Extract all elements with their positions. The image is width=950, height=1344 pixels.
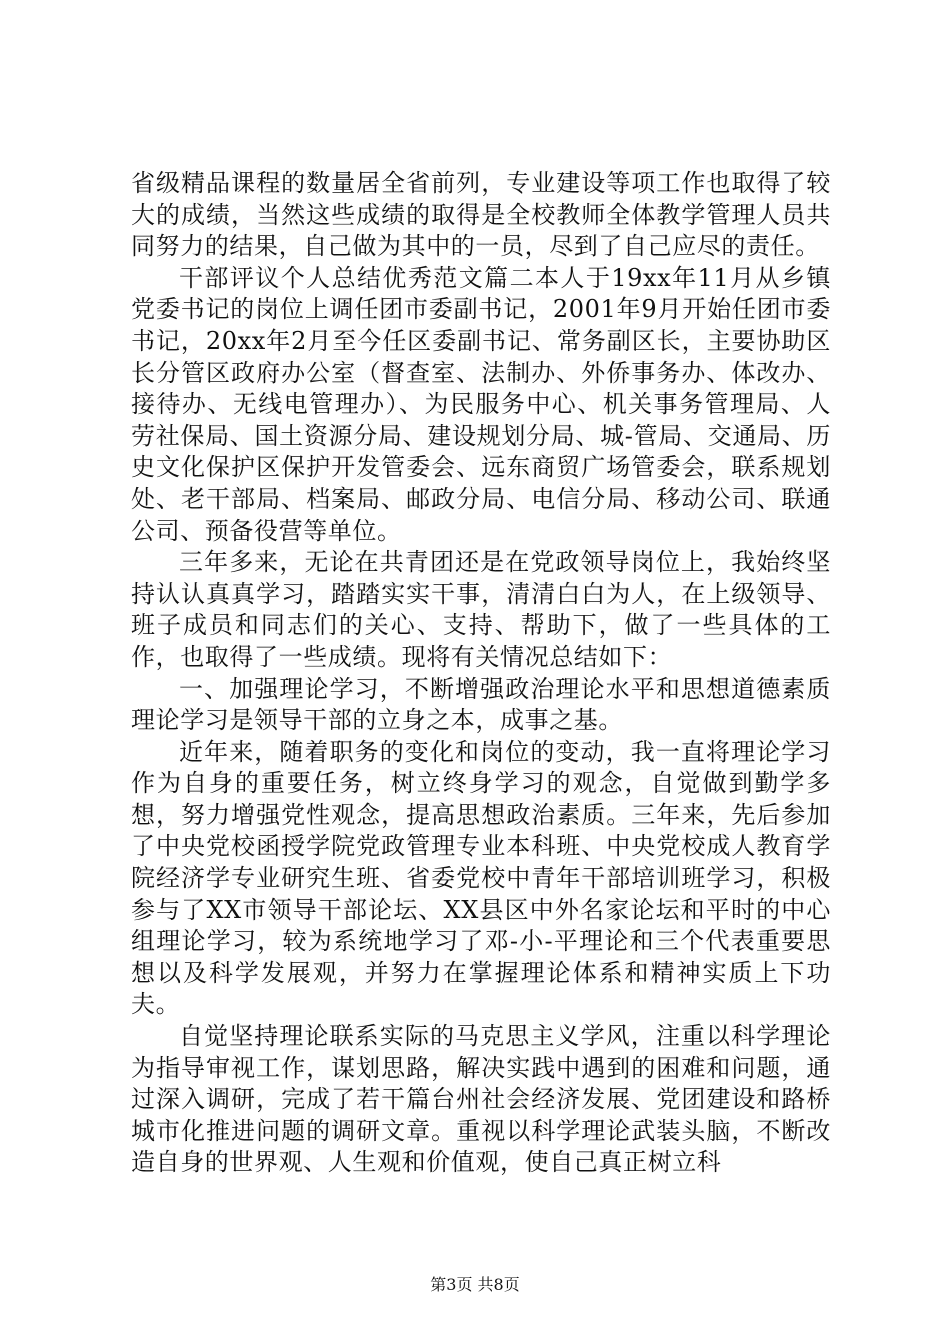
paragraph: 省级精品课程的数量居全省前列，专业建设等项工作也取得了较大的成绩，当然这些成绩的取得是全校教师全体教学管理人员共同努力的结果，自己做为其中的一员，尽到了自己应尽的责任。 — [131, 169, 831, 261]
paragraph: 三年多来，无论在共青团还是在党政领导岗位上，我始终坚持认认真真学习，踏踏实实干事，清清白白为人，在上级领导、班子成员和同志们的关心、支持、帮助下，做了一些具体的工作，也取得了一些成绩。现将有关情况总结如下： — [131, 548, 831, 671]
paragraph: 自觉坚持理论联系实际的马克思主义学风，注重以科学理论为指导审视工作，谋划思路，解决实践中遇到的困难和问题，通过深入调研，完成了若干篇台州社会经济发展、党团建设和路桥城市化推进问题的调研文章。重视以科学理论武装头脑，不断改造自身的世界观、人生观和价值观，使自己真正树立科 — [131, 1022, 831, 1177]
paragraph: 干部评议个人总结优秀范文篇二本人于19xx年11月从乡镇党委书记的岗位上调任团市委副书记，2001年9月开始任团市委书记，20xx年2月至今任区委副书记、常务副区长，主要协助区长分管区政府办公室（督查室、法制办、外侨事务办、体改办、接待办、无线电管理办）、为民服务中心、机关事务管理局、人劳社保局、国土资源分局、建设规划分局、城-管局、交通局、历史文化保护区保护开发管委会、远东商贸广场管委会，联系规划处、老干部局、档案局、邮政分局、电信分局、移动公司、联通公司、预备役营等单位。 — [131, 263, 831, 545]
page-number-footer: 第3页 共8页 — [430, 1275, 520, 1294]
paragraph: 一、加强理论学习，不断增强政治理论水平和思想道德素质理论学习是领导干部的立身之本，成事之基。 — [131, 674, 831, 735]
paragraph: 近年来，随着职务的变化和岗位的变动，我一直将理论学习作为自身的重要任务，树立终身学习的观念，自觉做到勤学多想，努力增强党性观念，提高思想政治素质。三年来，先后参加了中央党校函授学院党政管理专业本科班、中央党校成人教育学院经济学专业研究生班、省委党校中青年干部培训班学习，积极参与了XX市领导干部论坛、XX县区中外名家论坛和平时的中心组理论学习，较为系统地学习了邓-小-平理论和三个代表重要思想以及科学发展观，并努力在掌握理论体系和精神实质上下功夫。 — [131, 737, 831, 1019]
document-body — [131, 168, 831, 1179]
